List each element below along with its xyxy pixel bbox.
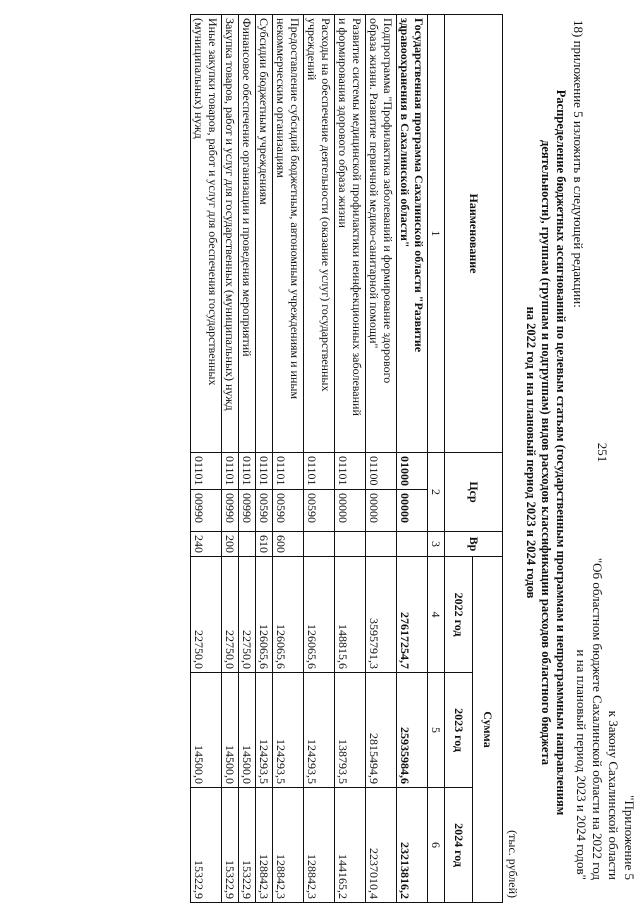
row-name-line: учреждений	[305, 18, 319, 81]
amount-2024: 2237010,4	[366, 788, 397, 903]
vr-code	[397, 532, 428, 557]
amount-2024: 128842,3	[256, 788, 273, 903]
col-number: 1	[428, 15, 445, 453]
csr-program: 01101	[239, 453, 256, 490]
csr-direction: 00000	[366, 490, 397, 532]
header-name: Наименование	[445, 15, 503, 453]
vr-code	[335, 532, 366, 557]
amount-2022: 22750,0	[222, 557, 239, 673]
csr-program: 01101	[335, 453, 366, 490]
csr-direction: 00990	[191, 490, 222, 532]
table-row	[256, 15, 273, 903]
vr-code: 600	[273, 532, 304, 557]
csr-program: 01101	[256, 453, 273, 490]
table-row	[335, 15, 366, 903]
vr-code	[366, 532, 397, 557]
row-name-line: Подпрограмма "Профилактика заболеваний и формирование здорового	[381, 18, 395, 384]
row-name-line: образа жизни. Развитие первичной медико-санитарной помощи"	[367, 18, 381, 349]
amount-2023: 14500,0	[222, 673, 239, 788]
column-number-row	[428, 15, 445, 903]
header-2024: 2024 год	[445, 788, 473, 903]
row-name-line: (муниципальных) нужд	[192, 18, 206, 139]
col-number: 3	[428, 532, 445, 557]
row-name-line: Расходы на обеспечение деятельности (оказание услуг) государственных	[319, 18, 333, 392]
amount-2022: 22750,0	[239, 557, 256, 673]
row-name	[273, 15, 304, 453]
csr-program: 01101	[304, 453, 335, 490]
row-name-line: Финансовое обеспечение организации и проведения мероприятий	[240, 18, 254, 357]
amount-2023: 14500,0	[239, 673, 256, 788]
amount-2022: 126065,6	[273, 557, 304, 673]
intro-text: 18) приложение 5 изложить в следующей редакции:	[571, 20, 586, 308]
row-name	[366, 15, 397, 453]
amount-2024: 144165,2	[335, 788, 366, 903]
row-name	[304, 15, 335, 453]
csr-direction: 00590	[273, 490, 304, 532]
row-name	[335, 15, 366, 453]
amount-2023: 14500,0	[191, 673, 222, 788]
amount-2023: 138793,5	[335, 673, 366, 788]
title-line1: Распределение бюджетных ассигнований по целевым статьям (государственным программам и непрограммным направлениям	[554, 89, 568, 816]
vr-code	[304, 532, 335, 557]
table-row	[239, 15, 256, 903]
amount-2024: 15322,9	[222, 788, 239, 903]
row-name-line: Государственная программа Сахалинской области "Развитие	[412, 18, 426, 353]
vr-code: 200	[222, 532, 239, 557]
csr-direction: 00000	[335, 490, 366, 532]
amount-2024: 128842,3	[273, 788, 304, 903]
csr-program: 01000	[397, 453, 428, 490]
row-name	[256, 15, 273, 453]
table-row	[366, 15, 397, 903]
table-row	[273, 15, 304, 903]
header-2022: 2022 год	[445, 557, 473, 673]
amount-2022: 27617254,7	[397, 557, 428, 673]
row-name-line: и формирования здорового образа жизни	[336, 18, 350, 228]
col-number: 2	[428, 453, 445, 532]
row-name	[397, 15, 428, 453]
amount-2022: 3595791,3	[366, 557, 397, 673]
csr-direction: 00000	[397, 490, 428, 532]
amount-2023: 124293,5	[273, 673, 304, 788]
header-csr: Цср	[445, 453, 503, 532]
table-row	[304, 15, 335, 903]
col-number: 5	[428, 673, 445, 788]
amount-2023: 124293,5	[304, 673, 335, 788]
title-line3: на 2022 год и на плановый период 2023 и 2024 годов	[524, 306, 538, 599]
vr-code: 240	[191, 532, 222, 557]
vr-code: 610	[256, 532, 273, 557]
row-name-line: некоммерческим организациям	[274, 18, 288, 178]
row-name	[239, 15, 256, 453]
header-sum: Сумма	[473, 557, 503, 903]
row-name	[191, 15, 222, 453]
csr-program: 01101	[222, 453, 239, 490]
csr-program: 01101	[273, 453, 304, 490]
row-name	[222, 15, 239, 453]
vr-code	[239, 532, 256, 557]
appendix-header-line1: "Приложение 5	[622, 795, 637, 880]
table-row	[397, 15, 428, 903]
amount-2022: 126065,6	[256, 557, 273, 673]
header-vr: Вр	[445, 532, 503, 557]
appendix-header-line3: "Об областном бюджете Сахалинской области на 2022 год	[590, 557, 605, 880]
csr-program: 01101	[191, 453, 222, 490]
header-row-1	[473, 15, 503, 903]
col-number: 6	[428, 788, 445, 903]
amount-2023: 2815494,9	[366, 673, 397, 788]
amount-2022: 22750,0	[191, 557, 222, 673]
title-line2: деятельности), группам (группам и подгруппам) видов расходов классификации расходов областного бюджета	[539, 140, 553, 765]
row-name-line: Закупка товаров, работ и услуг для государственных (муниципальных) нужд	[223, 18, 237, 411]
amount-2024: 15322,9	[239, 788, 256, 903]
appendix-header-line4: и на плановый период 2023 и 2024 годов"	[574, 649, 589, 880]
amount-2024: 128842,3	[304, 788, 335, 903]
row-name-line: Субсидии бюджетным учреждениям	[257, 18, 271, 205]
csr-direction: 00990	[222, 490, 239, 532]
amount-2023: 25935984,6	[397, 673, 428, 788]
csr-direction: 00590	[256, 490, 273, 532]
budget-table	[190, 14, 503, 903]
appendix-header-line2: к Закону Сахалинской области	[606, 710, 621, 880]
row-name-line: Предоставление субсидий бюджетным, автономным учреждениям и иным	[288, 18, 302, 400]
amount-2023: 124293,5	[256, 673, 273, 788]
table-row	[222, 15, 239, 903]
amount-2022: 126065,6	[304, 557, 335, 673]
col-number: 4	[428, 557, 445, 673]
table-row	[191, 15, 222, 903]
header-2023: 2023 год	[445, 673, 473, 788]
csr-direction: 00590	[304, 490, 335, 532]
units-label: (тыс. рублей)	[506, 830, 520, 898]
page-number: 251	[595, 442, 610, 463]
amount-2024: 23213816,2	[397, 788, 428, 903]
amount-2022: 148815,6	[335, 557, 366, 673]
csr-program: 01100	[366, 453, 397, 490]
row-name-line: здравоохранения в Сахалинской области"	[398, 18, 412, 248]
row-name-line: Иные закупки товаров, работ и услуг для обеспечения государственных	[206, 18, 220, 386]
row-name-line: Развитие системы медицинской профилактики неинфекционных заболеваний	[350, 18, 364, 416]
csr-direction: 00990	[239, 490, 256, 532]
amount-2024: 15322,9	[191, 788, 222, 903]
